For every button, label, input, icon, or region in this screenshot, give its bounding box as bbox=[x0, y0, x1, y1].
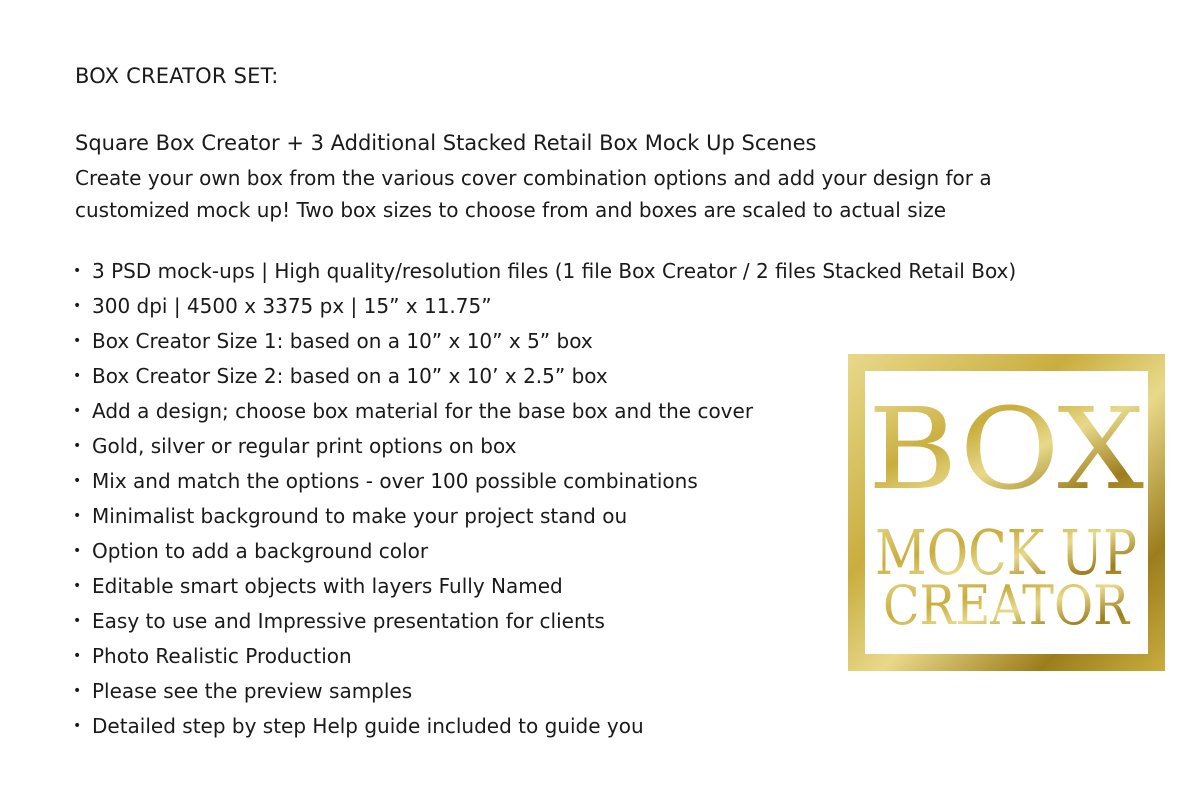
feature-text: Editable smart objects with layers Fully Named bbox=[92, 574, 563, 598]
bullet-icon: • bbox=[73, 473, 82, 489]
feature-text: Mix and match the options - over 100 possible combinations bbox=[92, 469, 698, 493]
bullet-icon: • bbox=[73, 368, 82, 384]
feature-text: Add a design; choose box material for the base box and the cover bbox=[92, 399, 754, 423]
feature-item bbox=[73, 709, 1016, 744]
feature-item bbox=[73, 289, 1016, 324]
feature-item bbox=[73, 674, 1016, 709]
logo-graphic bbox=[848, 354, 1165, 671]
bullet-icon: • bbox=[73, 438, 82, 454]
bullet-icon: • bbox=[73, 613, 82, 629]
feature-text: Detailed step by step Help guide included to guide you bbox=[92, 714, 644, 738]
bullet-icon: • bbox=[73, 648, 82, 664]
box-mockup-creator-logo bbox=[848, 354, 1165, 671]
bullet-icon: • bbox=[73, 578, 82, 594]
description bbox=[75, 162, 1075, 226]
bullet-icon: • bbox=[73, 683, 82, 699]
logo-text-creator: CREATOR bbox=[883, 574, 1131, 637]
bullet-icon: • bbox=[73, 263, 82, 279]
feature-text: Box Creator Size 2: based on a 10” x 10’ x 2.5” box bbox=[92, 364, 608, 388]
subtitle: Square Box Creator + 3 Additional Stacked Retail Box Mock Up Scenes bbox=[75, 131, 817, 155]
feature-text: Photo Realistic Production bbox=[92, 644, 352, 668]
logo-text-mock-up: MOCK UP bbox=[875, 516, 1137, 589]
bullet-icon: • bbox=[73, 718, 82, 734]
feature-text: 300 dpi | 4500 x 3375 px | 15” x 11.75” bbox=[92, 294, 492, 318]
feature-text: Please see the preview samples bbox=[92, 679, 413, 703]
feature-item bbox=[73, 254, 1016, 289]
bullet-icon: • bbox=[73, 333, 82, 349]
feature-text: Easy to use and Impressive presentation for clients bbox=[92, 609, 605, 633]
bullet-icon: • bbox=[73, 298, 82, 314]
description-line-2: customized mock up! Two box sizes to choose from and boxes are scaled to actual size bbox=[75, 198, 946, 222]
feature-text: Box Creator Size 1: based on a 10” x 10” x 5” box bbox=[92, 329, 593, 353]
bullet-icon: • bbox=[73, 543, 82, 559]
bullet-icon: • bbox=[73, 403, 82, 419]
description-line-1: Create your own box from the various cover combination options and add your design for a bbox=[75, 166, 992, 190]
heading: BOX CREATOR SET: bbox=[75, 64, 279, 88]
feature-text: Minimalist background to make your project stand ou bbox=[92, 504, 628, 528]
feature-text: Option to add a background color bbox=[92, 539, 429, 563]
bullet-icon: • bbox=[73, 508, 82, 524]
feature-text: 3 PSD mock-ups | High quality/resolution files (1 file Box Creator / 2 files Stacked Retail Box) bbox=[92, 259, 1017, 283]
logo-text-box: BOX bbox=[868, 385, 1145, 515]
feature-text: Gold, silver or regular print options on box bbox=[92, 434, 517, 458]
